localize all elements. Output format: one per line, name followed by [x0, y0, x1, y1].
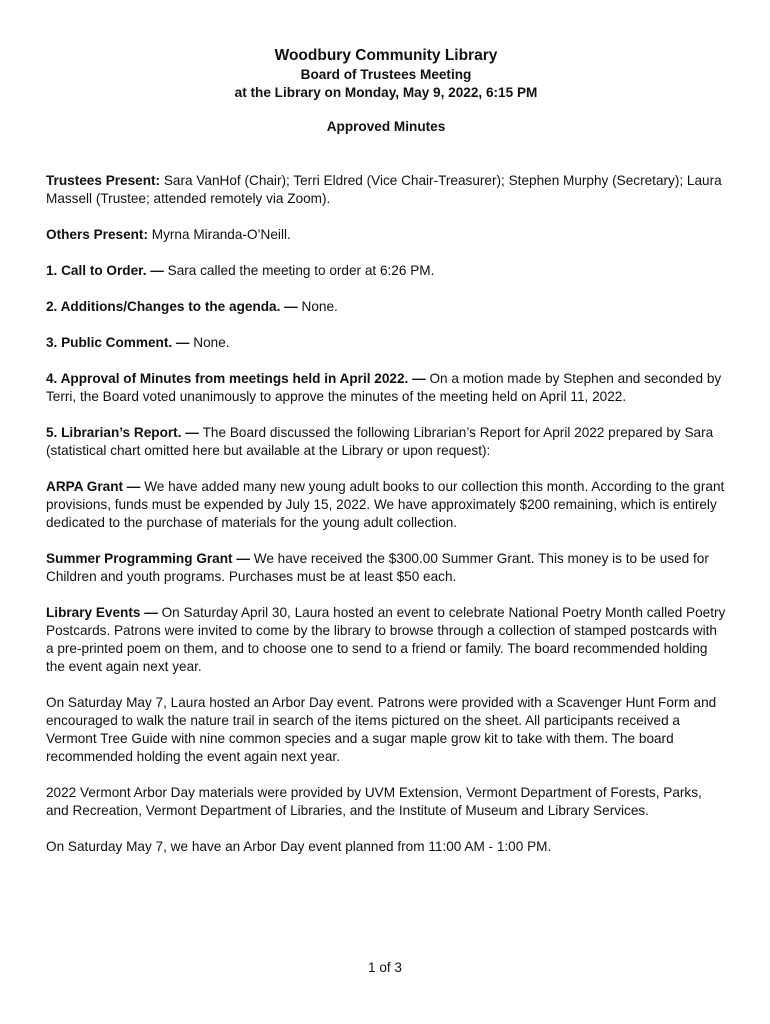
agenda-item-2 — [46, 298, 726, 316]
minutes-status: Approved Minutes — [326, 119, 446, 134]
agenda-item-5 — [46, 424, 726, 460]
arpa-label: ARPA Grant — — [46, 479, 145, 494]
trustees-present — [46, 172, 726, 208]
summer-text: We have received the $300.00 Summer Grant. This money is to be used for Children and youth programs. Purchases must be at least $50 each. — [46, 551, 709, 584]
events-text: On Saturday April 30, Laura hosted an event to celebrate National Poetry Month called Poetry Postcards. Patrons were invited to come by the library to browse through a collection of stamped postcards with a pre-printed poem on them, and to choose one to send to a friend or family. The board recommended holding the event again next year. — [46, 605, 726, 674]
item-text: None. — [301, 299, 338, 314]
item-text: On a motion made by Stephen and seconded by Terri, the Board voted unanimously to approve the minutes of the meeting held on April 11, 2022. — [46, 371, 722, 404]
item-text: None. — [193, 335, 230, 350]
item-text: The Board discussed the following Librarian’s Report for April 2022 prepared by Sara (statistical chart omitted here but available at the Library or upon request): — [46, 425, 714, 458]
arpa-text: We have added many new young adult books to our collection this month. According to the grant provisions, funds must be expended by July 15, 2022. We have approximately $200 remaining, which is entirely dedicated to the purchase of materials for the young adult collection. — [46, 479, 725, 530]
arbor-day-planned: On Saturday May 7, we have an Arbor Day event planned from 11:00 AM - 1:00 PM. — [46, 839, 552, 854]
summer-grant — [46, 550, 726, 586]
item-heading: 1. Call to Order. — — [46, 263, 168, 278]
agenda-item-1 — [46, 262, 726, 280]
page-number: 1 of 3 — [367, 960, 402, 975]
item-text: Sara called the meeting to order at 6:26 PM. — [167, 263, 435, 278]
others-text: Myrna Miranda-O’Neill. — [148, 227, 291, 242]
agenda-item-3 — [46, 334, 726, 352]
arbor-day-materials: 2022 Vermont Arbor Day materials were provided by UVM Extension, Vermont Department of Forests, Parks, and Recreation, Vermont Department of Libraries, and the Institute of Museum and Library Services. — [46, 785, 702, 818]
trustees-label: Trustees Present: — [46, 173, 161, 188]
others-present — [46, 226, 726, 244]
meeting-title: Board of Trustees Meeting — [300, 67, 472, 82]
arbor-day-event: On Saturday May 7, Laura hosted an Arbor Day event. Patrons were provided with a Scavenger Hunt Form and encouraged to walk the nature trail in search of the items pictured on the sheet. All participants received a Vermont Tree Guide with nine common species and a sugar maple grow kit to take with them. The board recommended holding the event again next year. — [46, 695, 717, 764]
meeting-location-date: at the Library on Monday, May 9, 2022, 6:15 PM — [234, 85, 538, 100]
item-heading: 3. Public Comment. — — [46, 335, 194, 350]
others-label: Others Present: — [46, 227, 148, 242]
summer-label: Summer Programming Grant — — [46, 551, 254, 566]
document-page — [46, 46, 726, 856]
library-name: Woodbury Community Library — [274, 47, 498, 64]
arpa-grant — [46, 478, 726, 532]
item-heading: 5. Librarian’s Report. — — [46, 425, 203, 440]
library-events — [46, 604, 726, 676]
events-label: Library Events — — [46, 605, 162, 620]
trustees-text: Sara VanHof (Chair); Terri Eldred (Vice Chair-Treasurer); Stephen Murphy (Secretary); Laura Massell (Trustee; attended remotely via Zoom). — [46, 173, 722, 206]
item-heading: 2. Additions/Changes to the agenda. — — [46, 299, 302, 314]
document-header — [46, 46, 726, 136]
agenda-item-4 — [46, 370, 726, 406]
item-heading: 4. Approval of Minutes from meetings held in April 2022. — — [46, 371, 430, 386]
